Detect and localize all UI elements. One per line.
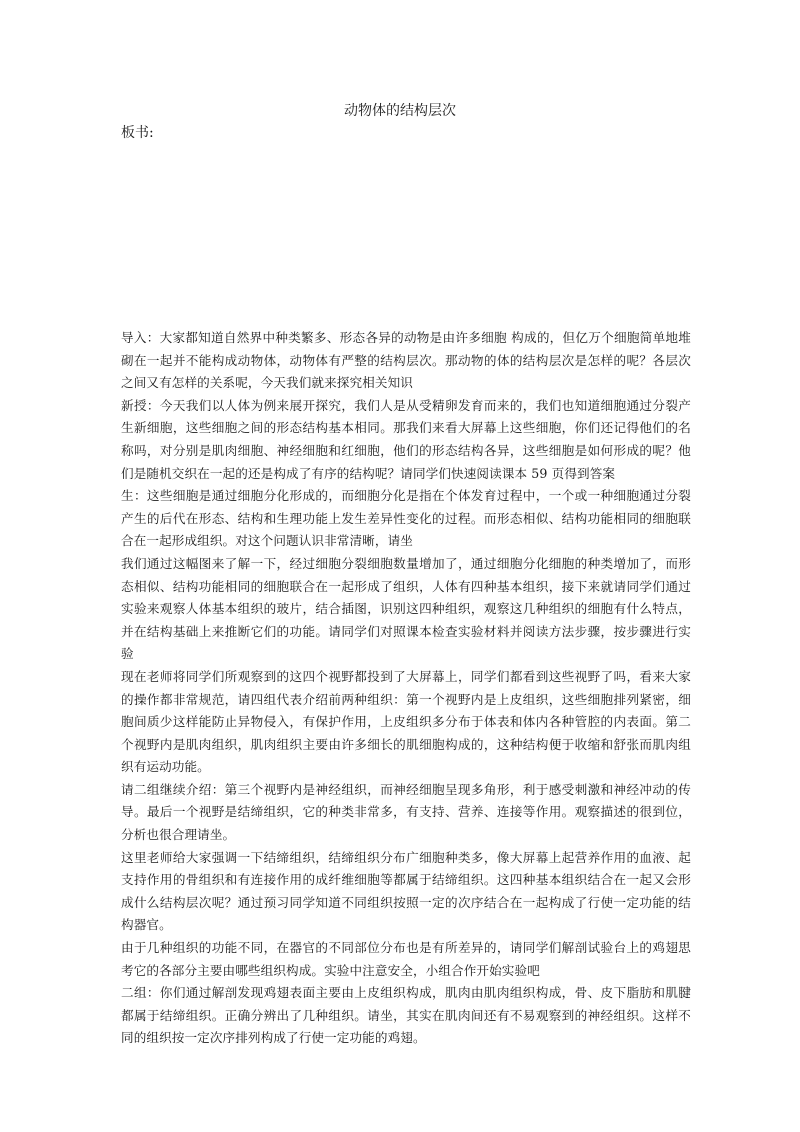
paragraph-connective-tissue: 这里老师给大家强调一下结缔组织，结缔组织分布广细胞种类多，像大屏幕上起营养作用的血液、起支持作用的骨组织和有连接作用的成纤维细胞等都属于结缔组织。这四种基本组织结合在一起又会形成什么结构层次呢？通过预习同学知道不同组织按照一定的次序结合在一起构成了行使一定功能的结构器官。 — [121, 849, 691, 933]
document-body — [121, 327, 691, 1050]
paragraph-group-two-report: 请二组继续介绍：第三个视野内是神经组织，而神经细胞呈现多角形，利于感受刺激和神经冲动的传导。最后一个视野是结缔组织，它的种类非常多，有支持、营养、连接等作用。观察描述的很到位，分析也很合理请坐。 — [121, 781, 691, 843]
page-title: 动物体的结构层次 — [344, 103, 456, 119]
paragraph-dissection-result: 二组：你们通过解剖发现鸡翅表面主要由上皮组织构成，肌肉由肌肉组织构成，骨、皮下脂肪和肌腱都属于结缔组织。正确分辨出了几种组织。请坐，其实在肌肉间还有不易观察到的神经组织。这样不同的组织按一定次序排列构成了行使一定功能的鸡翅。 — [121, 985, 691, 1046]
paragraph-group-four-report: 现在老师将同学们所观察到的这四个视野都投到了大屏幕上，同学们都看到这些视野了吗，看来大家的操作都非常规范，请四组代表介绍前两种组织：第一个视野内是上皮组织，这些细胞排列紧密，细胞间质少这样能防止异物侵入，有保护作用，上皮组织多分布于体表和体内各种管腔的内表面。第二个视野内是肌肉组织，肌肉组织主要由许多细长的肌细胞构成的，这种结构便于收缩和舒张而肌肉组织有运动功能。 — [121, 668, 691, 775]
paragraph-dissection-task: 由于几种组织的功能不同，在器官的不同部位分布也是有所差异的，请同学们解剖试验台上的鸡翅思考它的各部分主要由哪些组织构成。实验中注意安全，小组合作开始实验吧 — [121, 940, 691, 978]
paragraph-intro: 导入：大家都知道自然界中种类繁多、形态各异的动物是由许多细胞 构成的，但亿万个细胞简单地堆砌在一起并不能构成动物体，动物体有严整的结构层次。那动物的体的结构层次是怎样的呢？各层次之间又有怎样的关系呢，今天我们就来探究相关知识 — [121, 330, 691, 391]
paragraph-new-lesson: 新授：今天我们以人体为例来展开探究，我们人是从受精卵发育而来的，我们也知道细胞通过分裂产生新细胞，这些细胞之间的形态结构基本相同。那我们来看大屏幕上这些细胞，你们还记得他们的名称吗，对分别是肌肉细胞、神经细胞和红细胞，他们的形态结构各异，这些细胞是如何形成的呢？他们是随机交织在一起的还是构成了有序的结构呢？请同学们快速阅读课本 59 页得到答案 — [121, 397, 691, 481]
paragraph-student-answer: 生：这些细胞是通过细胞分化形成的，而细胞分化是指在个体发育过程中，一个或一种细胞通过分裂产生的后代在形态、结构和生理功能上发生差异性变化的过程。而形态相似、结构功能相同的细胞联合在一起形成组织。对这个问题认识非常清晰，请坐 — [121, 488, 691, 549]
board-label: 板书: — [121, 125, 154, 141]
paragraph-diagram-explanation: 我们通过这幅图来了解一下，经过细胞分裂细胞数量增加了，通过细胞分化细胞的种类增加了，而形态相似、结构功能相同的细胞联合在一起形成了组织，人体有四种基本组织，接下来就请同学们通过实验来观察人体基本组织的玻片，结合插图，识别这四种组织，观察这几种组织的细胞有什么特点，并在结构基础上来推断它们的功能。请同学们对照课本检查实验材料并阅读方法步骤，按步骤进行实验 — [121, 555, 691, 662]
